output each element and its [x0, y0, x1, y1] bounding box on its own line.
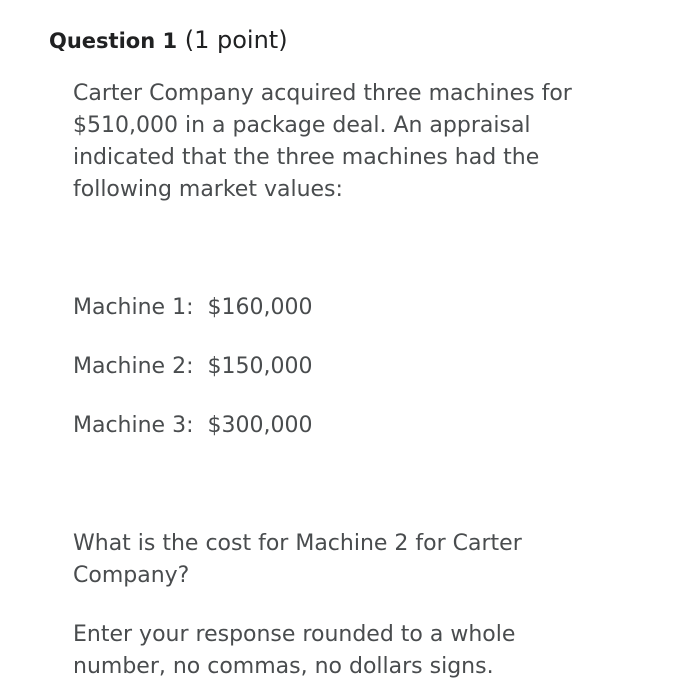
answer-instructions: Enter your response rounded to a whole number, no commas, no dollars signs.	[73, 622, 516, 679]
machine-value-list	[73, 292, 312, 469]
question-points: (1 point)	[177, 26, 288, 54]
question-body	[73, 78, 663, 206]
question-prompt: What is the cost for Machine 2 for Carter Company?	[73, 531, 522, 588]
question-header	[49, 24, 288, 57]
question-intro: Carter Company acquired three machines for $510,000 in a package deal. An appraisal indicated that the three machines had the following market values:	[73, 81, 572, 202]
machine-value-item: Machine 2: $150,000	[73, 354, 313, 379]
question-title: Question 1	[49, 29, 178, 53]
machine-value-item: Machine 1: $160,000	[73, 295, 313, 320]
machine-value-item: Machine 3: $300,000	[73, 413, 313, 438]
